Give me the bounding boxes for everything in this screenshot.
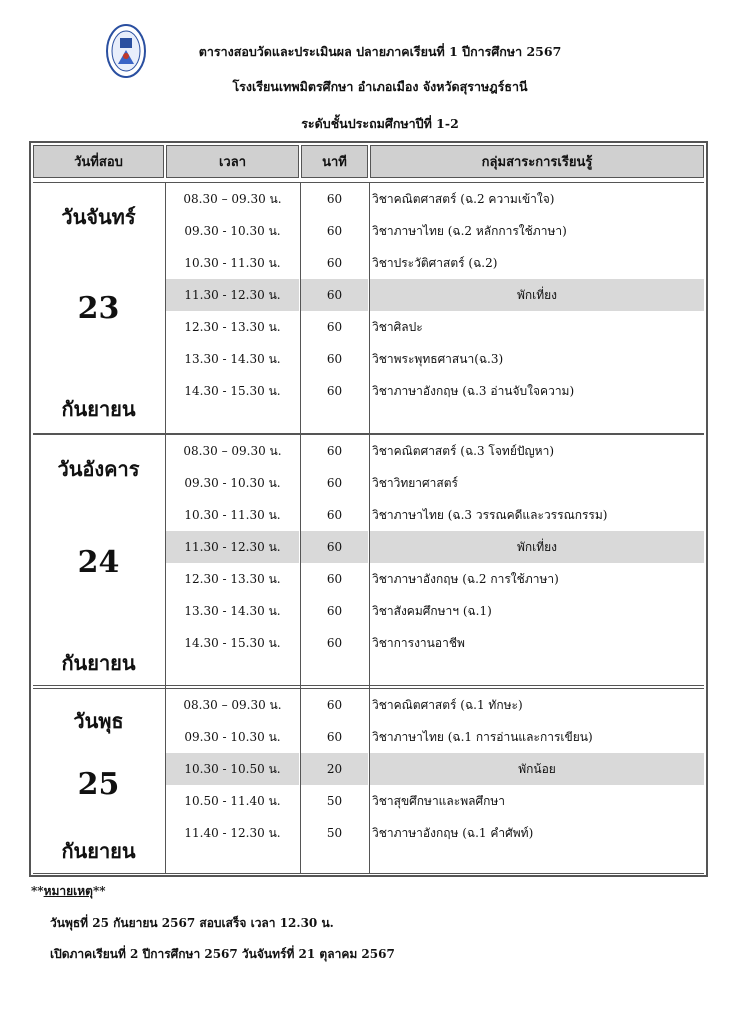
subject-cell: วิชาประวัติศาสตร์ (ฉ.2) bbox=[372, 255, 498, 270]
minutes-cell: 20 bbox=[301, 753, 368, 785]
day-date: 23 bbox=[77, 291, 120, 326]
minutes-cell: 50 bbox=[326, 826, 343, 840]
table-row bbox=[33, 467, 704, 499]
subject-cell: วิชาคณิตศาสตร์ (ฉ.2 ความเข้าใจ) bbox=[372, 191, 555, 206]
time-cell: 08.30 – 09.30 น. bbox=[183, 697, 282, 712]
subject-cell: วิชาภาษาไทย (ฉ.3 วรรณคดีและวรรณกรรม) bbox=[372, 507, 608, 522]
minutes-cell: 60 bbox=[326, 604, 343, 618]
time-cell: 14.30 - 15.30 น. bbox=[184, 383, 281, 398]
table-row bbox=[33, 721, 704, 753]
day-month: กันยายน bbox=[61, 839, 136, 863]
time-cell: 10.30 - 11.30 น. bbox=[184, 255, 281, 270]
table-row bbox=[33, 817, 704, 849]
table-row bbox=[33, 435, 704, 467]
subject-cell: วิชาภาษาอังกฤษ (ฉ.1 คำศัพท์) bbox=[372, 825, 534, 840]
table-row bbox=[33, 689, 704, 721]
table-row bbox=[33, 343, 704, 375]
day-block-tuesday bbox=[33, 434, 704, 686]
subject-cell: วิชาสุขศึกษาและพลศึกษา bbox=[372, 793, 506, 808]
day-month: กันยายน bbox=[61, 397, 136, 421]
subject-cell: วิชาคณิตศาสตร์ (ฉ.3 โจทย์ปัญหา) bbox=[372, 443, 555, 458]
time-cell: 14.30 - 15.30 น. bbox=[184, 635, 281, 650]
subject-cell: วิชาวิทยาศาสตร์ bbox=[372, 475, 458, 490]
table-row bbox=[33, 499, 704, 531]
subject-cell: พักเที่ยง bbox=[370, 279, 704, 311]
header-date: วันที่สอบ bbox=[33, 145, 164, 178]
header-time: เวลา bbox=[166, 145, 299, 178]
subject-cell: วิชาภาษาอังกฤษ (ฉ.3 อ่านจับใจความ) bbox=[372, 383, 575, 398]
minutes-cell: 60 bbox=[326, 384, 343, 398]
subject-cell: วิชาศิลปะ bbox=[372, 319, 423, 334]
table-row-break bbox=[33, 531, 704, 563]
table-row bbox=[33, 627, 704, 659]
day-month: กันยายน bbox=[61, 651, 136, 675]
minutes-cell: 60 bbox=[326, 636, 343, 650]
time-cell: 13.30 - 14.30 น. bbox=[184, 603, 281, 618]
minutes-cell: 60 bbox=[326, 256, 343, 270]
subject-cell: วิชาคณิตศาสตร์ (ฉ.1 ทักษะ) bbox=[372, 697, 523, 712]
table-row-break bbox=[33, 279, 704, 311]
time-cell: 11.30 - 12.30 น. bbox=[166, 531, 299, 563]
minutes-cell: 50 bbox=[326, 794, 343, 808]
minutes-cell: 60 bbox=[326, 572, 343, 586]
time-cell: 10.30 - 11.30 น. bbox=[184, 507, 281, 522]
header-subject: กลุ่มสาระการเรียนรู้ bbox=[370, 145, 704, 178]
subject-cell: พักเที่ยง bbox=[370, 531, 704, 563]
subject-cell: วิชาพระพุทธศาสนา(ฉ.3) bbox=[372, 351, 504, 366]
subject-cell: วิชาการงานอาชีพ bbox=[372, 635, 465, 650]
note-line: วันพุธที่ 25 กันยายน 2567 สอบเสร็จ เวลา 12.30 น. bbox=[50, 916, 334, 930]
subject-cell: วิชาภาษาอังกฤษ (ฉ.2 การใช้ภาษา) bbox=[372, 571, 559, 586]
day-block-wednesday bbox=[33, 688, 704, 874]
day-name: วันพุธ bbox=[73, 709, 124, 733]
subject-cell: วิชาภาษาไทย (ฉ.2 หลักการใช้ภาษา) bbox=[372, 223, 567, 238]
time-cell: 12.30 - 13.30 น. bbox=[184, 319, 281, 334]
day-name: วันจันทร์ bbox=[61, 205, 136, 229]
document-title: ตารางสอบวัดและประเมินผล ปลายภาคเรียนที่ 1 ปีการศึกษา 2567 bbox=[198, 44, 562, 59]
time-cell: 08.30 – 09.30 น. bbox=[183, 443, 282, 458]
school-name: โรงเรียนเทพมิตรศึกษา อำเภอเมือง จังหวัดสุราษฎร์ธานี bbox=[232, 79, 528, 94]
minutes-cell: 60 bbox=[326, 320, 343, 334]
school-logo bbox=[106, 24, 146, 78]
day-block-monday bbox=[33, 182, 704, 434]
day-name: วันอังคาร bbox=[57, 457, 140, 481]
header-minutes: นาที bbox=[301, 145, 368, 178]
table-row-break bbox=[33, 753, 704, 785]
minutes-cell: 60 bbox=[326, 444, 343, 458]
minutes-cell: 60 bbox=[326, 224, 343, 238]
table-row bbox=[33, 375, 704, 407]
minutes-cell: 60 bbox=[326, 508, 343, 522]
subject-cell: วิชาสังคมศึกษาฯ (ฉ.1) bbox=[372, 603, 492, 618]
grade-level: ระดับชั้นประถมศึกษาปีที่ 1-2 bbox=[301, 116, 459, 131]
minutes-cell: 60 bbox=[301, 531, 368, 563]
note-line: เปิดภาคเรียนที่ 2 ปีการศึกษา 2567 วันจันทร์ที่ 21 ตุลาคม 2567 bbox=[50, 947, 395, 961]
time-cell: 13.30 - 14.30 น. bbox=[184, 351, 281, 366]
table-header bbox=[33, 145, 704, 178]
table-row bbox=[33, 785, 704, 817]
subject-cell: พักน้อย bbox=[370, 753, 704, 785]
time-cell: 08.30 – 09.30 น. bbox=[183, 191, 282, 206]
minutes-cell: 60 bbox=[301, 279, 368, 311]
table-row bbox=[33, 311, 704, 343]
table-row bbox=[33, 563, 704, 595]
time-cell: 09.30 - 10.30 น. bbox=[184, 729, 281, 744]
minutes-cell: 60 bbox=[326, 192, 343, 206]
minutes-cell: 60 bbox=[326, 352, 343, 366]
table-row bbox=[33, 215, 704, 247]
time-cell: 09.30 - 10.30 น. bbox=[184, 223, 281, 238]
time-cell: 11.30 - 12.30 น. bbox=[166, 279, 299, 311]
notes-heading: **หมายเหตุ** bbox=[31, 884, 106, 898]
time-cell: 10.50 - 11.40 น. bbox=[184, 793, 281, 808]
table-row bbox=[33, 183, 704, 215]
minutes-cell: 60 bbox=[326, 730, 343, 744]
day-date: 24 bbox=[77, 545, 120, 580]
table-row bbox=[33, 247, 704, 279]
subject-cell: วิชาภาษาไทย (ฉ.1 การอ่านและการเขียน) bbox=[372, 729, 593, 744]
time-cell: 10.30 - 10.50 น. bbox=[166, 753, 299, 785]
minutes-cell: 60 bbox=[326, 698, 343, 712]
day-date: 25 bbox=[77, 767, 120, 802]
time-cell: 11.40 - 12.30 น. bbox=[184, 825, 281, 840]
table-row bbox=[33, 595, 704, 627]
time-cell: 09.30 - 10.30 น. bbox=[184, 475, 281, 490]
time-cell: 12.30 - 13.30 น. bbox=[184, 571, 281, 586]
minutes-cell: 60 bbox=[326, 476, 343, 490]
